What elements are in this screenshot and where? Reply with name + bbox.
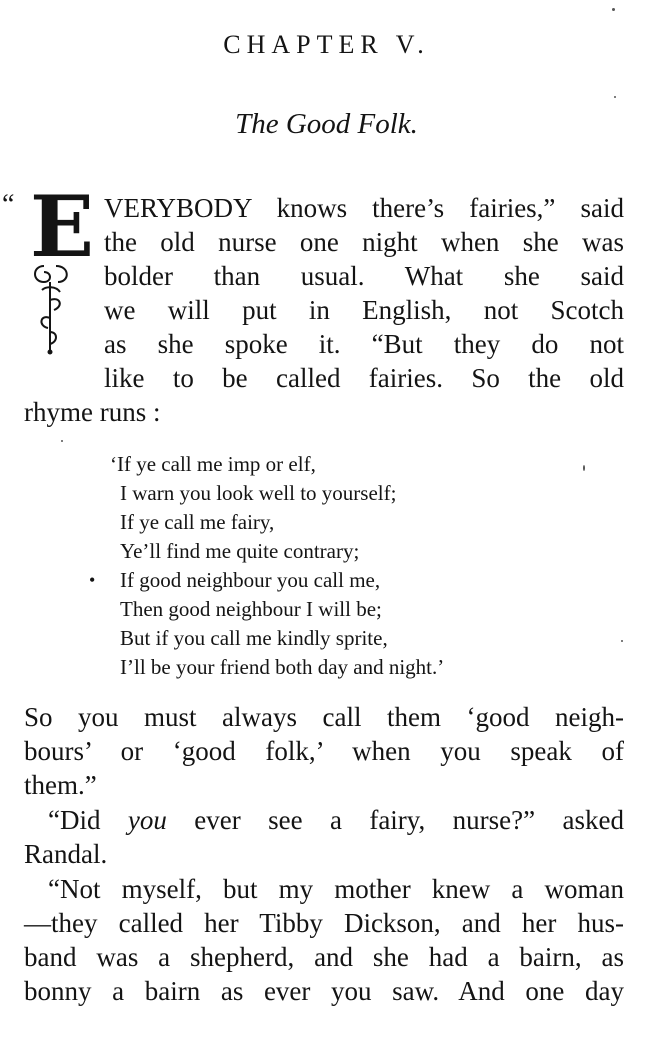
drop-cap-letter: E (30, 177, 95, 276)
scan-speck (621, 640, 623, 642)
paragraph-line: So you must always call them ‘good neigh- (24, 702, 624, 732)
paragraph-line: as she spoke it. “But they do not (104, 329, 624, 359)
poem-line: I’ll be your friend both day and night.’ (120, 655, 445, 679)
drop-cap (30, 177, 95, 372)
paragraph-line: like to be called fairies. So the old (104, 363, 624, 393)
drop-cap-flourish-ornament (30, 182, 88, 372)
paragraph-line: VERYBODY knows there’s fairies,” said (104, 193, 624, 223)
paragraph-line: —they called her Tibby Dickson, and her hus- (24, 908, 624, 938)
emphasized-word: you (127, 805, 167, 835)
paragraph-line: rhyme runs : (24, 397, 161, 427)
poem-line: If ye call me fairy, (120, 510, 275, 534)
poem-line: If good neighbour you call me, (120, 568, 381, 592)
poem-line: But if you call me kindly sprite, (120, 626, 388, 650)
poem-line: ‘If ye call me imp or elf, (110, 452, 316, 476)
scan-speck (614, 96, 616, 98)
poem-line: Then good neighbour I will be; (120, 597, 382, 621)
paragraph-line: Randal. (24, 839, 108, 869)
stray-bullet-mark: • (89, 570, 96, 590)
paragraph-line: the old nurse one night when she was (104, 227, 624, 257)
paragraph-line: bolder than usual. What she said (104, 261, 624, 291)
paragraph-line: we will put in English, not Scotch (104, 295, 624, 325)
paragraph-line: them.” (24, 770, 97, 800)
paragraph-line: “Not myself, but my mother knew a woman (48, 874, 624, 904)
paragraph-line: bonny a bairn as ever you saw. And one day (24, 976, 624, 1006)
opening-quote-mark: “ (2, 189, 15, 220)
chapter-title: The Good Folk. (235, 108, 418, 140)
scan-speck (61, 440, 63, 442)
poem-line: I warn you look well to yourself; (120, 481, 397, 505)
dialogue-text: “Did (48, 805, 128, 835)
paragraph-line (48, 803, 624, 837)
scan-speck (612, 8, 615, 11)
scan-speck (583, 465, 585, 471)
dialogue-text: ever see a fairy, nurse?” asked (166, 805, 624, 835)
paragraph-line: band was a shepherd, and she had a bairn, as (24, 942, 624, 972)
chapter-heading: CHAPTER V. (223, 30, 430, 59)
paragraph-line: bours’ or ‘good folk,’ when you speak of (24, 736, 624, 766)
poem-line: Ye’ll find me quite contrary; (120, 539, 360, 563)
